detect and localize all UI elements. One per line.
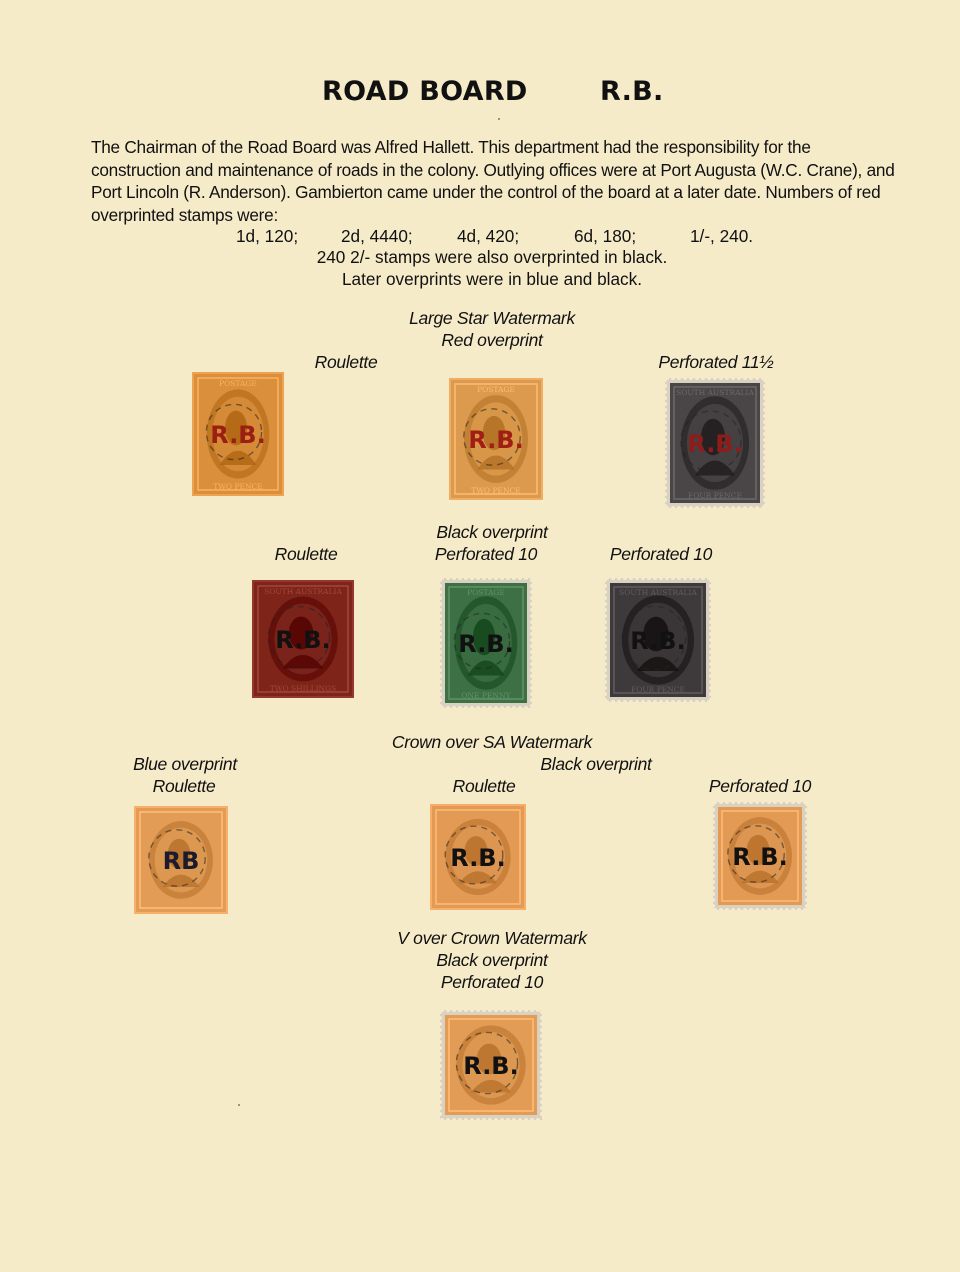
stamp-2d-large-star-red (449, 378, 543, 500)
page-speck (238, 1104, 240, 1106)
caption-perf-10-b: Perforated 10 (708, 776, 812, 796)
section-sub-black-overprint-2: Black overprint (436, 950, 548, 970)
svg-text:SOUTH AUSTRALIA: SOUTH AUSTRALIA (264, 587, 342, 596)
stamp-crown-sa-roulette (430, 804, 526, 910)
svg-text:R.B.: R.B. (450, 844, 506, 872)
caption-perf-11-5: Perforated 11½ (658, 352, 774, 372)
stamp-4d-perf-10 (605, 578, 711, 702)
page-title: ROAD BOARD (322, 76, 528, 107)
stamp-graphic (440, 1010, 542, 1120)
stamp-crown-sa-perf-10 (713, 802, 807, 910)
stamp-graphic (713, 802, 807, 910)
svg-text:R.B.: R.B. (630, 627, 686, 655)
section-sub-black-overprint: Black overprint (540, 754, 652, 774)
stamp-graphic (252, 580, 354, 698)
caption-perf-10-a: Perforated 10 (609, 544, 713, 564)
stamp-graphic (134, 806, 228, 914)
section-sub-perf-10-2: Perforated 10 (440, 972, 544, 992)
svg-text:R.B.: R.B. (463, 1052, 519, 1080)
caption-roulette-4: Roulette (452, 776, 516, 796)
section-sub-perf-10: Perforated 10 (434, 544, 538, 564)
svg-text:R.B.: R.B. (210, 421, 266, 449)
stamp-2d-large-star-roulette (192, 372, 284, 496)
count-2d: 2d, 4440; (341, 226, 413, 246)
note-later-overprints: Later overprints were in blue and black. (342, 269, 642, 289)
svg-text:FOUR PENCE: FOUR PENCE (687, 491, 743, 500)
stamp-v-crown-perf-10 (440, 1010, 542, 1120)
svg-text:SOUTH AUSTRALIA: SOUTH AUSTRALIA (676, 388, 754, 397)
count-4d: 4d, 420; (457, 226, 520, 246)
svg-text:R.B.: R.B. (468, 426, 524, 454)
svg-text:TWO SHILLINGS: TWO SHILLINGS (269, 684, 337, 693)
section-heading-v-crown: V over Crown Watermark (397, 928, 587, 948)
svg-text:FOUR PENCE: FOUR PENCE (630, 685, 686, 694)
stamp-graphic (430, 804, 526, 910)
count-1s: 1/-, 240. (690, 226, 754, 246)
stamp-1d-perf-10 (440, 578, 532, 708)
section-sub-red-overprint: Red overprint (441, 330, 543, 350)
svg-text:POSTAGE: POSTAGE (477, 385, 515, 394)
svg-text:POSTAGE: POSTAGE (219, 379, 257, 388)
svg-text:SOUTH AUSTRALIA: SOUTH AUSTRALIA (619, 588, 697, 597)
stamp-graphic (449, 378, 543, 500)
stamp-graphic (440, 578, 532, 708)
intro-paragraph: The Chairman of the Road Board was Alfred Hallett. This department had the responsibility for the construction and maintenance of roads in the colony. Outlying offices were at Port Augusta (W.C. Crane), and Port Lincoln (R. Anderson). Gambierton came under the control of the board at a later date. Numbers of red overprinted stamps were: (91, 137, 895, 225)
caption-blue-overprint: Blue overprint (133, 754, 237, 774)
stamp-2s-roulette (252, 580, 354, 698)
section-heading-black-overprint: Black overprint (436, 522, 548, 542)
stamp-graphic (605, 578, 711, 702)
note-black-overprint: 240 2/- stamps were also overprinted in black. (316, 247, 668, 267)
svg-text:POSTAGE: POSTAGE (467, 588, 505, 597)
stamp-graphic (192, 372, 284, 496)
page-title-code: R.B. (600, 76, 664, 107)
svg-text:TWO PENCE: TWO PENCE (213, 482, 263, 491)
svg-text:TWO PENCE: TWO PENCE (471, 486, 521, 495)
section-heading-large-star: Large Star Watermark (409, 308, 575, 328)
stamp-graphic (665, 378, 765, 508)
stamp-4d-perf-11-5 (665, 378, 765, 508)
caption-roulette-1: Roulette (314, 352, 378, 372)
section-heading-crown-sa: Crown over SA Watermark (391, 732, 593, 752)
page-speck (498, 118, 500, 120)
stamp-blue-overprint-roulette (134, 806, 228, 914)
count-1d: 1d, 120; (236, 226, 299, 246)
svg-text:R.B.: R.B. (732, 843, 788, 871)
svg-text:ONE PENNY: ONE PENNY (461, 691, 511, 700)
svg-text:R.B.: R.B. (687, 430, 743, 458)
svg-text:R.B.: R.B. (458, 630, 514, 658)
svg-text:RB: RB (162, 847, 200, 875)
caption-roulette-2: Roulette (274, 544, 338, 564)
svg-text:R.B.: R.B. (275, 626, 331, 654)
count-6d: 6d, 180; (574, 226, 637, 246)
caption-roulette-3: Roulette (152, 776, 216, 796)
